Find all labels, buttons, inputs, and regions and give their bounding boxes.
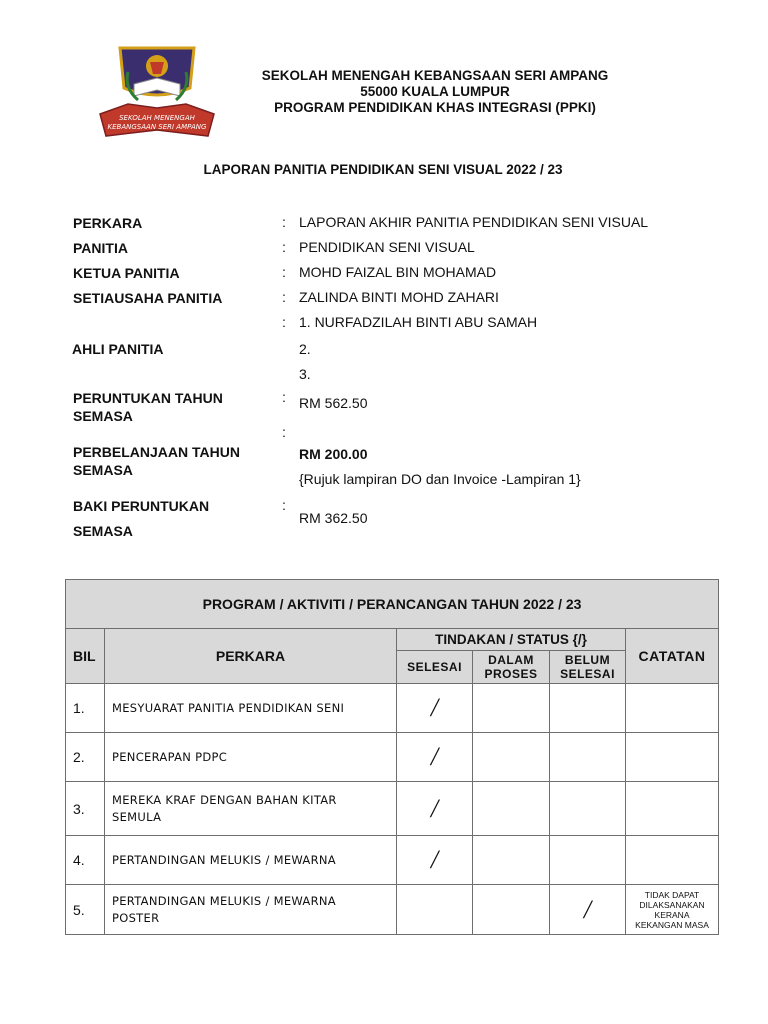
- perkara-value: LAPORAN AKHIR PANITIA PENDIDIKAN SENI VISUAL: [299, 214, 649, 230]
- ahli-member-1: 1. NURFADZILAH BINTI ABU SAMAH: [299, 314, 538, 330]
- program-table-title: PROGRAM / AKTIVITI / PERANCANGAN TAHUN 2022 / 23: [66, 580, 719, 629]
- table-row: [66, 885, 719, 935]
- row-belum-mark: [550, 684, 626, 733]
- ahli-member-3: 3.: [299, 366, 311, 382]
- header-catatan: CATATAN: [626, 629, 719, 684]
- row-catatan: [626, 836, 719, 885]
- program-table: [65, 579, 719, 935]
- row-perkara: MEREKA KRAF DENGAN BAHAN KITAR SEMULA: [105, 782, 397, 836]
- row-bil: 3.: [66, 782, 105, 836]
- row-perkara: PERTANDINGAN MELUKIS / MEWARNA: [105, 836, 397, 885]
- table-row: [66, 836, 719, 885]
- header-bil: BIL: [66, 629, 105, 684]
- report-title: LAPORAN PANITIA PENDIDIKAN SENI VISUAL 2022 / 23: [203, 162, 563, 177]
- school-header: [200, 68, 670, 116]
- perbelanjaan-colon: :: [282, 424, 286, 440]
- school-logo: [98, 44, 216, 140]
- peruntukan-label: PERUNTUKAN TAHUN SEMASA: [73, 390, 223, 424]
- ketua-label: KETUA PANITIA: [73, 265, 180, 281]
- ketua-colon: :: [282, 264, 286, 280]
- header-belum-selesai: BELUM SELESAI: [550, 651, 626, 684]
- row-catatan: [626, 782, 719, 836]
- row-selesai-mark: [397, 885, 473, 935]
- row-dalam-mark: [473, 836, 550, 885]
- baki-label-line1: BAKI PERUNTUKAN: [73, 498, 210, 514]
- row-belum-mark: /: [550, 885, 626, 935]
- school-address: 55000 KUALA LUMPUR: [360, 84, 510, 99]
- ahli-label: AHLI PANITIA: [72, 341, 164, 357]
- panitia-value: PENDIDIKAN SENI VISUAL: [299, 239, 475, 255]
- row-catatan: TIDAK DAPAT DILAKSANAKAN KERANA KEKANGAN MASA: [626, 885, 719, 935]
- baki-colon: :: [282, 497, 286, 513]
- row-catatan: [626, 733, 719, 782]
- row-belum-mark: [550, 836, 626, 885]
- row-selesai-mark: /: [397, 684, 473, 733]
- header-tindakan: TINDAKAN / STATUS {/}: [397, 629, 626, 651]
- row-selesai-mark: /: [397, 836, 473, 885]
- header-selesai: SELESAI: [397, 651, 473, 684]
- table-row: [66, 684, 719, 733]
- setiausaha-label: SETIAUSAHA PANITIA: [73, 290, 223, 306]
- row-perkara: PERTANDINGAN MELUKIS / MEWARNA POSTER: [105, 885, 397, 935]
- header-dalam-proses: DALAM PROSES: [473, 651, 550, 684]
- svg-text:SEKOLAH MENENGAH: SEKOLAH MENENGAH: [119, 114, 195, 122]
- perkara-label: PERKARA: [73, 215, 143, 231]
- row-selesai-mark: /: [397, 782, 473, 836]
- row-bil: 4.: [66, 836, 105, 885]
- row-belum-mark: [550, 733, 626, 782]
- table-row: [66, 782, 719, 836]
- ahli-colon: :: [282, 314, 286, 330]
- perbelanjaan-label: PERBELANJAAN TAHUN SEMASA: [73, 444, 240, 478]
- row-bil: 1.: [66, 684, 105, 733]
- peruntukan-value: RM 562.50: [299, 395, 368, 411]
- school-name: SEKOLAH MENENGAH KEBANGSAAN SERI AMPANG: [261, 68, 609, 83]
- ketua-value: MOHD FAIZAL BIN MOHAMAD: [299, 264, 497, 280]
- setiausaha-colon: :: [282, 289, 286, 305]
- school-program: PROGRAM PENDIDIKAN KHAS INTEGRASI (PPKI): [274, 100, 596, 115]
- row-catatan: [626, 684, 719, 733]
- svg-text:KEBANGSAAN SERI AMPANG: KEBANGSAAN SERI AMPANG: [107, 123, 207, 131]
- row-dalam-mark: [473, 684, 550, 733]
- panitia-label: PANITIA: [73, 240, 128, 256]
- row-dalam-mark: [473, 733, 550, 782]
- peruntukan-colon: :: [282, 389, 286, 405]
- row-perkara: PENCERAPAN PDPC: [105, 733, 397, 782]
- row-belum-mark: [550, 782, 626, 836]
- perbelanjaan-value: RM 200.00: [299, 446, 368, 462]
- row-bil: 5.: [66, 885, 105, 935]
- table-row: [66, 733, 719, 782]
- setiausaha-value: ZALINDA BINTI MOHD ZAHARI: [299, 289, 499, 305]
- baki-value: RM 362.50: [299, 510, 368, 526]
- row-perkara: MESYUARAT PANITIA PENDIDIKAN SENI: [105, 684, 397, 733]
- baki-label-line2: SEMASA: [73, 523, 133, 539]
- panitia-colon: :: [282, 239, 286, 255]
- perkara-colon: :: [282, 214, 286, 230]
- header-perkara: PERKARA: [105, 629, 397, 684]
- row-selesai-mark: /: [397, 733, 473, 782]
- row-bil: 2.: [66, 733, 105, 782]
- perbelanjaan-note: {Rujuk lampiran DO dan Invoice -Lampiran 1}: [299, 471, 581, 487]
- row-dalam-mark: [473, 885, 550, 935]
- row-dalam-mark: [473, 782, 550, 836]
- ahli-member-2: 2.: [299, 341, 311, 357]
